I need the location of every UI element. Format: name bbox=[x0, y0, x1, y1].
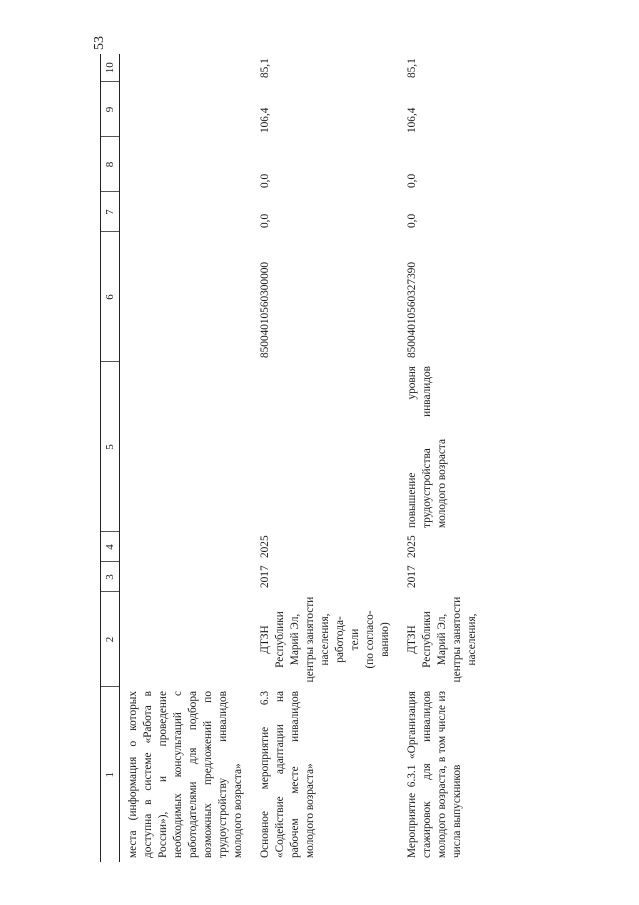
start-year-cell: 2017 bbox=[259, 565, 271, 588]
executor-cell: ДТЗН Республики Марий Эл, центры занятости населения, работода- тели (по согласо- ванию) bbox=[259, 596, 391, 683]
program-table bbox=[100, 54, 484, 862]
value-cell: 85,1 bbox=[259, 58, 271, 78]
column-header: 5 bbox=[101, 362, 120, 532]
code-cell: 85004010560300000 bbox=[259, 261, 271, 358]
value-cell bbox=[120, 82, 251, 137]
measure-name-cell: Мероприятие 6.3.1 «Организация стажировок для инвалидов молодого возраста, в том числе из числа выпускников bbox=[406, 691, 463, 858]
code-cell bbox=[120, 232, 251, 362]
end-year-cell bbox=[120, 532, 251, 562]
start-year-cell: 2017 bbox=[406, 565, 418, 588]
value-cell bbox=[120, 54, 251, 82]
column-header: 2 bbox=[101, 592, 120, 687]
rotated-table-area bbox=[100, 42, 620, 862]
column-header: 8 bbox=[101, 137, 120, 192]
value-cell: 0,0 bbox=[406, 213, 418, 228]
result-cell: повышение уровня трудоустройства инвалидов молодого возраста bbox=[406, 366, 448, 528]
value-cell bbox=[120, 192, 251, 232]
value-cell bbox=[120, 137, 251, 192]
executor-cell bbox=[120, 592, 251, 687]
column-header: 3 bbox=[101, 562, 120, 592]
value-cell: 0,0 bbox=[406, 173, 418, 188]
column-header: 10 bbox=[101, 54, 120, 82]
result-cell bbox=[250, 362, 397, 532]
measure-name-cell: Основное мероприятие 6.3 «Содействие адаптации на рабочем месте инвалидов молодого возраста» bbox=[259, 691, 316, 858]
table-row bbox=[120, 54, 251, 862]
value-cell: 106,4 bbox=[406, 107, 418, 133]
column-header: 6 bbox=[101, 232, 120, 362]
column-number-row bbox=[101, 54, 120, 862]
value-cell: 85,1 bbox=[406, 58, 418, 78]
value-cell: 106,4 bbox=[259, 107, 271, 133]
table-row bbox=[397, 54, 484, 862]
end-year-cell: 2025 bbox=[406, 535, 418, 558]
column-header: 4 bbox=[101, 532, 120, 562]
measure-name-cell: места (информация о которых доступна в системе «Работа в России»), и проведение необходимых консультаций с работодателями для подбора возможных предложений по трудоустройству инвалидов молодого возраста» bbox=[127, 691, 244, 858]
column-header: 7 bbox=[101, 192, 120, 232]
result-cell bbox=[120, 362, 251, 532]
end-year-cell: 2025 bbox=[259, 535, 271, 558]
page-number: 53 bbox=[92, 36, 107, 50]
code-cell: 85004010560327390 bbox=[406, 261, 418, 358]
column-header: 1 bbox=[101, 687, 120, 862]
column-header: 9 bbox=[101, 82, 120, 137]
executor-cell: ДТЗН Республики Марий Эл, центры занятости населения, bbox=[406, 596, 478, 683]
table-row bbox=[250, 54, 397, 862]
start-year-cell bbox=[120, 562, 251, 592]
value-cell: 0,0 bbox=[259, 173, 271, 188]
value-cell: 0,0 bbox=[259, 213, 271, 228]
